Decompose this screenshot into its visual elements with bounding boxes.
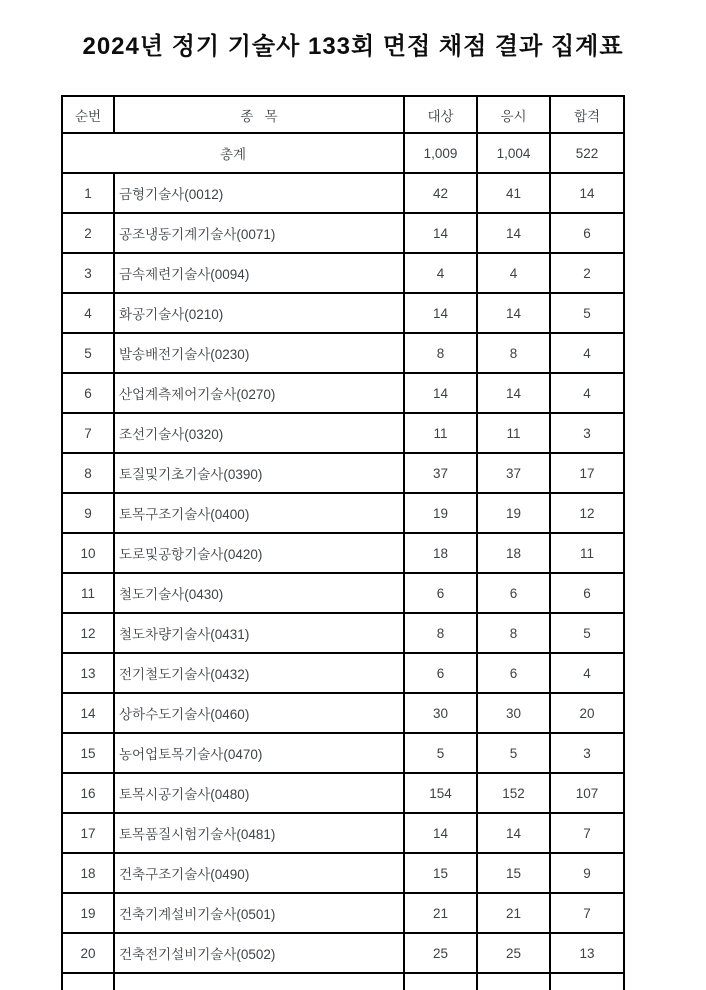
row-category: 금속제련기술사(0094) — [114, 253, 404, 293]
row-category: 상하수도기술사(0460) — [114, 693, 404, 733]
row-applied: 14 — [477, 813, 550, 853]
row-seq: 8 — [62, 453, 114, 493]
row-target: 14 — [404, 813, 477, 853]
row-applied: 21 — [477, 893, 550, 933]
row-category: 발송배전기술사(0230) — [114, 333, 404, 373]
results-table — [61, 95, 625, 990]
row-applied: 18 — [477, 533, 550, 573]
total-passed: 522 — [550, 133, 624, 173]
row-passed: 4 — [550, 653, 624, 693]
row-seq: 2 — [62, 213, 114, 253]
row-passed: 4 — [550, 373, 624, 413]
row-passed: 5 — [550, 613, 624, 653]
row-passed: 6 — [550, 573, 624, 613]
row-target: 15 — [404, 853, 477, 893]
row-applied: 14 — [477, 373, 550, 413]
row-applied: 8 — [477, 333, 550, 373]
row-seq: 20 — [62, 933, 114, 973]
row-target: 14 — [404, 373, 477, 413]
row-applied: 15 — [477, 853, 550, 893]
table-row — [62, 213, 624, 253]
row-seq: 18 — [62, 853, 114, 893]
row-seq: 4 — [62, 293, 114, 333]
row-seq: 6 — [62, 373, 114, 413]
row-applied: 37 — [477, 453, 550, 493]
clipped-cell — [477, 973, 550, 990]
row-target: 154 — [404, 773, 477, 813]
row-target: 18 — [404, 533, 477, 573]
table-row — [62, 813, 624, 853]
row-category: 건축기계설비기술사(0501) — [114, 893, 404, 933]
row-applied: 19 — [477, 493, 550, 533]
row-applied: 5 — [477, 733, 550, 773]
column-header-seq: 순번 — [62, 96, 114, 133]
row-seq: 12 — [62, 613, 114, 653]
table-row — [62, 253, 624, 293]
row-target: 5 — [404, 733, 477, 773]
table-row — [62, 373, 624, 413]
row-category: 금형기술사(0012) — [114, 173, 404, 213]
row-seq: 5 — [62, 333, 114, 373]
row-applied: 4 — [477, 253, 550, 293]
row-passed: 14 — [550, 173, 624, 213]
table-row — [62, 773, 624, 813]
row-category: 토목품질시험기술사(0481) — [114, 813, 404, 853]
row-seq: 17 — [62, 813, 114, 853]
table-row — [62, 653, 624, 693]
table-row — [62, 293, 624, 333]
row-category: 화공기술사(0210) — [114, 293, 404, 333]
table-row — [62, 533, 624, 573]
table-row — [62, 573, 624, 613]
row-seq: 10 — [62, 533, 114, 573]
table-row — [62, 933, 624, 973]
row-target: 21 — [404, 893, 477, 933]
row-passed: 12 — [550, 493, 624, 533]
row-category: 토질및기초기술사(0390) — [114, 453, 404, 493]
row-passed: 20 — [550, 693, 624, 733]
total-target: 1,009 — [404, 133, 477, 173]
row-target: 11 — [404, 413, 477, 453]
row-target: 6 — [404, 653, 477, 693]
row-passed: 107 — [550, 773, 624, 813]
header-row — [62, 96, 624, 133]
row-seq: 16 — [62, 773, 114, 813]
row-seq: 7 — [62, 413, 114, 453]
row-applied: 6 — [477, 573, 550, 613]
row-seq: 14 — [62, 693, 114, 733]
row-target: 8 — [404, 613, 477, 653]
table-row — [62, 173, 624, 213]
row-target: 8 — [404, 333, 477, 373]
table-row — [62, 413, 624, 453]
clipped-next-row — [62, 973, 624, 990]
row-target: 19 — [404, 493, 477, 533]
row-passed: 13 — [550, 933, 624, 973]
row-category: 도로및공항기술사(0420) — [114, 533, 404, 573]
table-row — [62, 493, 624, 533]
row-target: 6 — [404, 573, 477, 613]
column-header-applied: 응시 — [477, 96, 550, 133]
table-row — [62, 693, 624, 733]
row-category: 철도차량기술사(0431) — [114, 613, 404, 653]
row-passed: 6 — [550, 213, 624, 253]
row-passed: 9 — [550, 853, 624, 893]
row-seq: 1 — [62, 173, 114, 213]
row-category: 토목시공기술사(0480) — [114, 773, 404, 813]
row-category: 조선기술사(0320) — [114, 413, 404, 453]
row-category: 철도기술사(0430) — [114, 573, 404, 613]
row-target: 14 — [404, 293, 477, 333]
row-passed: 3 — [550, 733, 624, 773]
row-applied: 11 — [477, 413, 550, 453]
row-category: 산업계측제어기술사(0270) — [114, 373, 404, 413]
table-row — [62, 733, 624, 773]
row-seq: 19 — [62, 893, 114, 933]
row-seq: 9 — [62, 493, 114, 533]
row-passed: 17 — [550, 453, 624, 493]
table-row — [62, 453, 624, 493]
row-target: 25 — [404, 933, 477, 973]
row-target: 42 — [404, 173, 477, 213]
row-passed: 5 — [550, 293, 624, 333]
row-target: 30 — [404, 693, 477, 733]
clipped-cell — [404, 973, 477, 990]
row-seq: 13 — [62, 653, 114, 693]
row-applied: 8 — [477, 613, 550, 653]
row-target: 14 — [404, 213, 477, 253]
row-applied: 152 — [477, 773, 550, 813]
column-header-target: 대상 — [404, 96, 477, 133]
row-category: 건축전기설비기술사(0502) — [114, 933, 404, 973]
row-applied: 30 — [477, 693, 550, 733]
row-applied: 14 — [477, 213, 550, 253]
row-seq: 15 — [62, 733, 114, 773]
row-passed: 7 — [550, 813, 624, 853]
column-header-passed: 합격 — [550, 96, 624, 133]
row-passed: 11 — [550, 533, 624, 573]
table-row — [62, 613, 624, 653]
row-target: 4 — [404, 253, 477, 293]
row-target: 37 — [404, 453, 477, 493]
row-category: 공조냉동기계기술사(0071) — [114, 213, 404, 253]
clipped-cell — [62, 973, 114, 990]
total-label: 총계 — [62, 133, 404, 173]
row-seq: 3 — [62, 253, 114, 293]
row-seq: 11 — [62, 573, 114, 613]
row-category: 건축구조기술사(0490) — [114, 853, 404, 893]
total-row — [62, 133, 624, 173]
table-row — [62, 333, 624, 373]
row-category: 토목구조기술사(0400) — [114, 493, 404, 533]
page-title: 2024년 정기 기술사 133회 면접 채점 결과 집계표 — [82, 33, 624, 60]
row-applied: 25 — [477, 933, 550, 973]
row-category: 농어업토목기술사(0470) — [114, 733, 404, 773]
total-applied: 1,004 — [477, 133, 550, 173]
row-category: 전기철도기술사(0432) — [114, 653, 404, 693]
row-passed: 3 — [550, 413, 624, 453]
row-applied: 6 — [477, 653, 550, 693]
table-row — [62, 853, 624, 893]
row-passed: 4 — [550, 333, 624, 373]
row-applied: 41 — [477, 173, 550, 213]
row-passed: 7 — [550, 893, 624, 933]
row-applied: 14 — [477, 293, 550, 333]
table-row — [62, 893, 624, 933]
clipped-cell — [550, 973, 624, 990]
column-header-category: 종 목 — [114, 96, 404, 133]
clipped-cell — [114, 973, 404, 990]
row-passed: 2 — [550, 253, 624, 293]
